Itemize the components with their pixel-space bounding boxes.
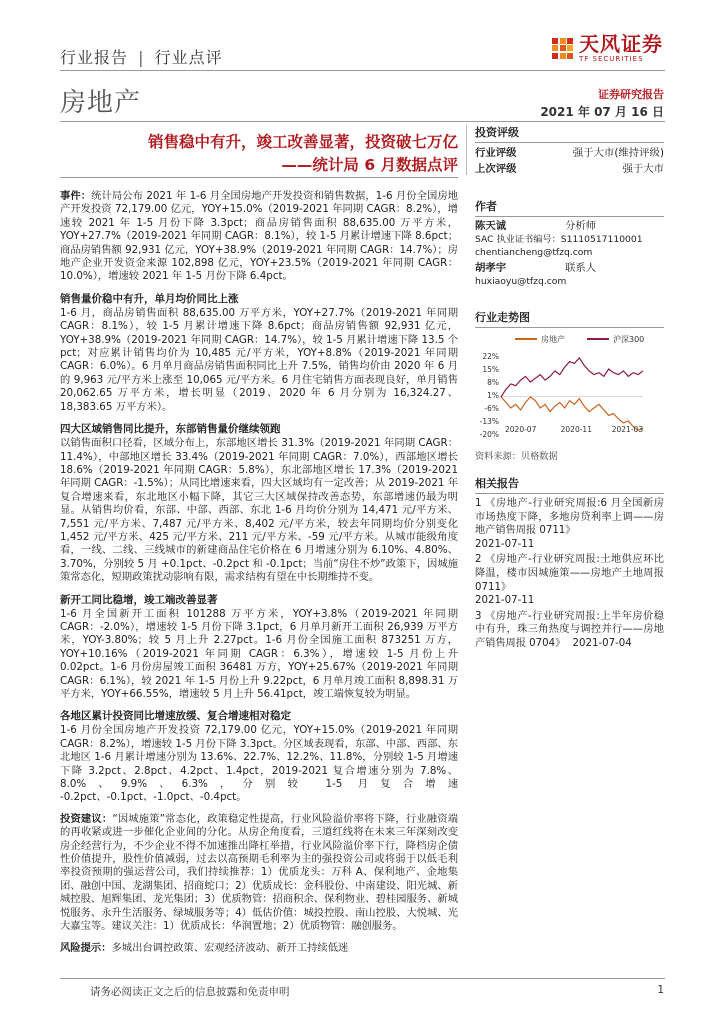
investment-text: 1-6 月份全国房地产开发投资 72,179.00 亿元，YOY+15.0%（2019-2021 年同期 CAGR：8.2%），增速较 1-5 月份下降 3.3pct。分区域表现看，东部、中部、西部、东北地区 1-6 月累计增速分别为 13.6%、22.7%、12.2%、11.8%，分别较 1-5 月增速下降 3.2pct、2.8pct、4.2pct、1.4pct，2019-2021 复合增速分别为 7.8%、8.0%、9.9%、6.3%，分别较 1-5 月复合增速 -0.2pct、-0.1pct、-1.0pct、-0.4pct。 (60, 724, 458, 804)
sales-text: 1-6 月，商品房销售面积 88,635.00 万平方米，YOY+27.7%（2019-2021 年同期 CAGR：8.1%），较 1-5 月累计增速下降 8.6pct；商品房销售额 92,931 亿元，YOY+38.9%（2019-2021 年同期 CAGR：14.7%），较 1-5 月累计增速下降 13.5 个 pct；对应累计销售均价为 10,485 元/平方米，YOY+8.8%（2019-2021 年同期 CAGR：6.0%）。6 月单月商品房销售面积同比上升 7.5%，销售均价由 2020 年 6 月的 9,963 元/平方米上涨至 10,065 元/平方米。6 月住宅销售方面表现良好，单月销售 20,062.65 万平方米，增长明显（2019、2020 年 6 月分别为 16,324.27、18,383.65 万平方米）。 (60, 306, 458, 413)
footer-rule (60, 978, 665, 979)
section-advice (60, 813, 458, 934)
risk-text: 多城出台调控政策、宏观经济波动、新开工持续低迷 (111, 941, 349, 954)
rating-label-previous: 上次评级 (475, 163, 517, 175)
construction-text: 1-6 月全国新开工面积 101288 万平方米，YOY+3.8%（2019-2021 年同期 CAGR：-2.0%），增速较 1-5 月份下降 3.1pct，6 月单月新开工面积 26,939 万平方米，YOY-3.80%；较 5 月上升 2.27pct。1-6 月份全国施工面积 873251 万方，YOY+10.16%（2019-2021 年同期 CAGR：6.3%），增速较 1-5 月份上升 0.02pct。1-6 月份房屋竣工面积 36481 万方，YOY+25.67%（2019-2021 年同期 CAGR：6.1%），较 2021 年 1-5 月份上升 9.22pct，6 月单月竣工面积 8,898.31 万平方米，YOY+66.55%，增速较 5 月上升 56.41pct，竣工端恢复较为明显。 (60, 607, 458, 700)
related-item-2-date: 2021-07-11 (475, 595, 535, 607)
legend-label: 房地产 (541, 335, 565, 344)
related-item-3[interactable] (475, 610, 664, 651)
rating-row-previous (475, 161, 664, 177)
author-1-role: 分析师 (565, 220, 597, 232)
x-tick-label: 2020-11 (560, 425, 592, 434)
sales-heading: 销售量价稳中有升，单月均价同比上涨 (60, 292, 239, 305)
author-1-cert: SAC 执业证书编号：S1110517110001 (475, 234, 643, 245)
title-rule (60, 121, 665, 122)
author-2-email[interactable]: huxiaoyu@tfzq.com (475, 276, 567, 287)
logo-cell (567, 53, 573, 59)
related-heading: 相关报告 (475, 477, 519, 490)
rating-row-industry (475, 145, 664, 161)
x-tick-label: 2020-07 (505, 425, 537, 434)
section-investment (60, 709, 458, 804)
author-1-email[interactable]: chentiancheng@tfzq.com (475, 247, 593, 258)
section-risk (60, 942, 458, 955)
trend-heading: 行业走势图 (475, 311, 530, 324)
rating-value-industry: 强于大市(维持评级) (572, 147, 664, 159)
regions-heading: 四大区域销售同比提升，东部销售量价继续领跑 (60, 423, 281, 436)
brand-logo (552, 33, 663, 63)
tag-separator: | (138, 48, 145, 67)
related-item-1[interactable] (475, 497, 664, 551)
author-1 (475, 219, 664, 259)
related-rule (475, 493, 664, 494)
authors-heading: 作者 (475, 200, 497, 213)
logo-cell (560, 38, 566, 44)
main-top-rule (60, 177, 458, 178)
section-construction (60, 593, 458, 702)
y-tick-label: 8% (487, 378, 499, 387)
related-item-3-date: 2021-07-04 (572, 637, 632, 649)
divider-left-right (466, 125, 467, 175)
related-item-1-date: 2021-07-11 (475, 538, 535, 550)
author-2 (475, 261, 664, 288)
related-item-2-text[interactable]: 2 《房地产-行业研究周报:土地供应环比降温，楼市因城施策——房地产土地周报 0711》 (475, 554, 664, 593)
trend-rule (475, 327, 664, 328)
section-regions (60, 422, 458, 584)
risk-label: 风险提示： (60, 941, 112, 954)
trend-source: 资料来源：贝格数据 (475, 451, 558, 462)
related-item-2[interactable] (475, 553, 664, 607)
rating-value-previous: 强于大市 (622, 163, 664, 175)
sector-title: 房地产 (60, 88, 142, 118)
rating-heading: 投资评级 (475, 126, 519, 139)
advice-label: 投资建议： (60, 812, 113, 825)
report-subtitle: ——统计局 6 月数据点评 (281, 156, 458, 174)
y-tick-label: 15% (482, 365, 499, 374)
tag-type: 行业点评 (154, 48, 223, 67)
section-event (60, 190, 458, 284)
report-tag (60, 45, 223, 68)
author-1-name: 陈天诚 (475, 220, 507, 232)
tag-report: 行业报告 (60, 48, 129, 67)
author-2-role: 联系人 (565, 262, 597, 274)
legend-label: 沪深300 (613, 335, 645, 344)
logo-cell (560, 45, 566, 51)
brand-name: 天风证券 (579, 32, 663, 56)
page-number: 1 (657, 984, 664, 996)
logo-cell (560, 53, 566, 59)
y-tick-label: -20% (479, 430, 499, 439)
trend-chart (475, 330, 664, 440)
advice-text: “因城施策”常态化，政策稳定性提高，行业风险溢价率将下降，行业融资端的再收紧或进一步催化企业间的分化。从房企角度看，三道红线将在未来三年深刻改变房企经营行为，不少企业不得不加速推出降杠举措，行业风险溢价率下行，降档房企债性价值提升，股性价值减弱，过去以高预期毛利率为主的强投资公司或将弱于以低毛利率投资预期的强运营公司，我们持续推荐：1）优质龙头：万科 A、保利地产、金地集团、融创中国、龙湖集团、招商蛇口；2）优质成长：金科股份、中南建设、阳光城、新城控股、旭辉集团、龙光集团；3）优质物管：招商积余、保利物业、碧桂园服务、新城悦服务、永升生活服务、绿城服务等；4）低估价值：城投控股、南山控股、大悦城、光大嘉宝等。建议关注：1）优质成长：华润置地；2）优质物管：融创服务。 (60, 812, 459, 933)
event-label: 事件： (60, 190, 92, 202)
x-tick-label: 2021-03 (611, 425, 644, 434)
sidebar (475, 125, 664, 651)
rating-rule (475, 142, 664, 143)
related-item-3-text[interactable]: 3 《房地产-行业研究周报:上半年房价稳中有升，珠三角热度与调控并行——房地产销售周报 0704》 (475, 610, 664, 649)
logo-cell (552, 53, 558, 59)
series-line (501, 358, 643, 397)
event-text: 统计局公布 2021 年 1-6 月全国房地产开发投资和销售数据，1-6 月份全国房地产开发投资 72,179.00 亿元，YOY+15.0%（2019-2021 年同期 CAGR：8.2%），增速较 2021 年 1-5 月份下降 3.3pct；商品房销售面积 88,635.00 万平方米，YOY+27.7%（2019-2021 年同期 CAGR：8.1%），较 1-5 月累计增速下降 8.6pct；商品房销售额 92,931 亿元，YOY+38.9%（2019-2021 年同期 CAGR：14.7%）；房地产企业开发资金来源 102,898 亿元，YOY+23.5%（2019-2021 年同期 CAGR：10.0%），增速较 2021 年 1-5 月份下降 6.4pct。 (60, 190, 458, 283)
header-rule (60, 70, 665, 71)
main-body (60, 190, 458, 955)
author-2-name: 胡孝宇 (475, 262, 507, 274)
report-label: 证券研究报告 (598, 88, 664, 101)
logo-cell (552, 38, 558, 44)
section-sales (60, 292, 458, 414)
y-tick-label: -13% (479, 417, 499, 426)
authors-rule (475, 216, 664, 217)
y-tick-label: 22% (482, 352, 499, 361)
logo-cell (552, 45, 558, 51)
report-title: 销售稳中有升，竣工改善显著，投资破七万亿 (147, 133, 458, 151)
regions-text: 以销售面积口径看，区域分布上，东部地区增长 31.3%（2019-2021 年同期 CAGR：11.4%），中部地区增长 33.4%（2019-2021 年同期 CAGR：7.0%），西部地区增长 18.6%（2019-2021 年同期 CAGR：5.8%），东北部地区增长 17.3%（2019-2021 年同期 CAGR：-1.5%）；从同比增速来看，四大区域均有一定改善；从 2019-2021 年复合增速来看，东北地区小幅下降，其它三大区域保持改善态势，东部增速仍最为明显。从销售均价看，东部、中部、西部、东北 1-6 月均价分别为 14,471 元/平方米、7,551 元/平方米、7,487 元/平方米、8,402 元/平方米，较去年同期均价分别变化 1,452 元/平方米、425 元/平方米、211 元/平方米、-59 元/平方米。从城市能级角度看，一线、二线、三线城市的新建商品住宅价格在 6 月增速分别为 6.10%、4.80%、3.70%，分别较 5 月 +0.1pct、-0.2pct 和 -0.1pct；当前“房住不炒”政策下，因城施策常态化，短期政策扰动影响有限，需求结构有望在中长期维持不变。 (60, 437, 458, 584)
footer-disclaimer: 请务必阅读正文之后的信息披露和免责申明 (90, 986, 290, 998)
logo-cell (567, 38, 573, 44)
investment-heading: 各地区累计投资同比增速放缓、复合增速相对稳定 (60, 710, 291, 723)
rating-label-industry: 行业评级 (475, 147, 517, 159)
construction-heading: 新开工同比稳增，竣工端改善显著 (60, 593, 218, 606)
logo-cell (567, 45, 573, 51)
y-tick-label: 1% (487, 391, 499, 400)
brand-english: TF SECURITIES (579, 55, 644, 63)
logo-mark-icon (552, 38, 573, 59)
related-item-1-text[interactable]: 1 《房地产-行业研究周报:6 月全国新房市场热度下降，多地房贷利率上调——房地产销售周报 0711》 (475, 498, 664, 537)
report-date: 2021 年 07 月 16 日 (540, 105, 664, 119)
y-tick-label: -6% (484, 404, 499, 413)
